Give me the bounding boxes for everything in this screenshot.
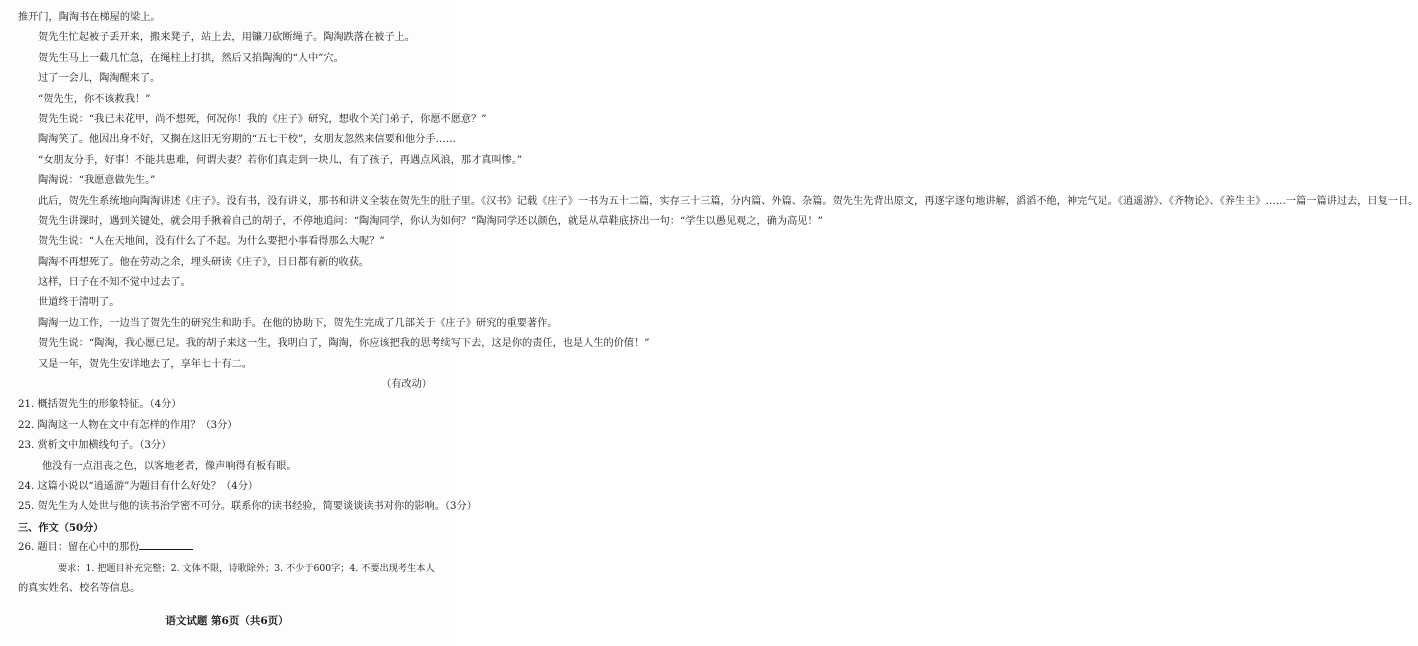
page-footer: 语文试题 第6页（共6页） xyxy=(165,615,289,627)
passage-line-1: 推开门，陶淘书在梯屋的梁上。 xyxy=(18,12,161,23)
essay-requirement-2: 的真实姓名、校名等信息。 xyxy=(18,582,141,594)
passage-line-17: 贺先生说：“陶淘，我心愿已足。我的胡子来这一生，我明白了，陶淘，你应该把我的思考续写下去，这是你的责任，也是人生的价值！” xyxy=(38,338,650,350)
passage-line-18: 又是一年，贺先生安详地去了，享年七十有二。 xyxy=(38,358,252,370)
passage-line-14: 这样，日子在不知不觉中过去了。 xyxy=(38,277,191,289)
passage-line-3: 贺先生马上一截几忙急，在绳柱上打拱，然后又掐陶淘的“人中”穴。 xyxy=(38,52,344,64)
essay-requirement-1 xyxy=(18,559,436,579)
question-26-text: 26. 题目：留在心中的那份 xyxy=(18,542,140,554)
passage-line-7: 陶淘笑了。他因出身不好，又搁在这旧无穷期的“五七干校”，女朋友忽然来信要和他分手…… xyxy=(38,134,456,146)
question-23-quote: 他没有一点沮丧之色，以客地老者，像声响得有板有眼。 xyxy=(42,460,297,472)
source-note: （有改动） xyxy=(381,379,432,391)
passage-line-16: 陶淘一边工作，一边当了贺先生的研究生和助手。在他的协助下，贺先生完成了几部关于《庄子》研究的重要著作。 xyxy=(38,317,558,329)
passage-line-13: 陶淘不再想死了。他在劳动之余，埋头研读《庄子》，日日都有新的收获。 xyxy=(38,256,370,268)
question-26 xyxy=(18,538,436,558)
passage-line-11: 贺先生讲课时，遇到关键处，就会用手揪着自己的胡子，不停地追问：“陶淘同学，你认为如何？”陶淘同学还以颜色，就是从草鞋底挤出一句：“学生以愚见观之，确为高见！” xyxy=(38,215,823,227)
question-23: 23. 赏析文中加横线句子。（3分） xyxy=(18,440,172,452)
passage-line-4: 过了一会儿，陶淘醒来了。 xyxy=(38,73,161,85)
passage-line-10: 此后，贺先生系统地向陶淘讲述《庄子》。没有书，没有讲义，那书和讲义全装在贺先生的肚子里。《汉书》记载《庄子》一书为五十二篇，实存三十三篇，分内篇、外篇、杂篇。贺先生先背出原文，再逐字逐句地讲解，滔滔不绝，神完气足。《逍遥游》、《齐物论》、《养生主》……一篇一篇讲过去，日复一日。 xyxy=(38,195,1418,207)
passage-line-9: 陶淘说：“我愿意做先生。” xyxy=(38,175,156,187)
passage-line-6: 贺先生说：“我已未花甲，尚不想死，何况你！我的《庄子》研究，想收个关门弟子，你愿不愿意？” xyxy=(38,113,487,125)
question-25: 25. 贺先生为人处世与他的读书治学密不可分。联系你的读书经验，简要谈谈读书对你的影响。（3分） xyxy=(18,501,477,513)
essay-requirement-1-text: 要求：1. 把题目补充完整；2. 文体不限，诗歌除外；3. 不少于600字；4. 不要出现考生本人 xyxy=(58,562,435,574)
passage-line-2: 贺先生忙起被子丢开来，搬来凳子，站上去，用镰刀砍断绳子。陶淘跌落在被子上。 xyxy=(38,32,415,44)
passage-line-15: 世道终于清明了。 xyxy=(38,297,120,309)
question-22: 22. 陶淘这一人物在文中有怎样的作用？（3分） xyxy=(18,419,238,431)
question-21: 21. 概括贺先生的形象特征。（4分） xyxy=(18,399,182,411)
passage-line-5: “贺先生，你不该救我！” xyxy=(38,93,151,105)
title-blank-line xyxy=(139,539,193,550)
passage-line-12: 贺先生说：“人在天地间，没有什么了不起。为什么要把小事看得那么大呢？” xyxy=(38,236,385,248)
section-three-heading: 三、作文（50分） xyxy=(18,521,104,534)
question-24: 24. 这篇小说以“逍遥游”为题目有什么好处？（4分） xyxy=(18,480,259,492)
passage-line-8: “女朋友分手，好事！不能共患难，何谓夫妻？若你们真走到一块儿，有了孩子，再遇点风浪，那才真叫惨。” xyxy=(38,154,523,166)
